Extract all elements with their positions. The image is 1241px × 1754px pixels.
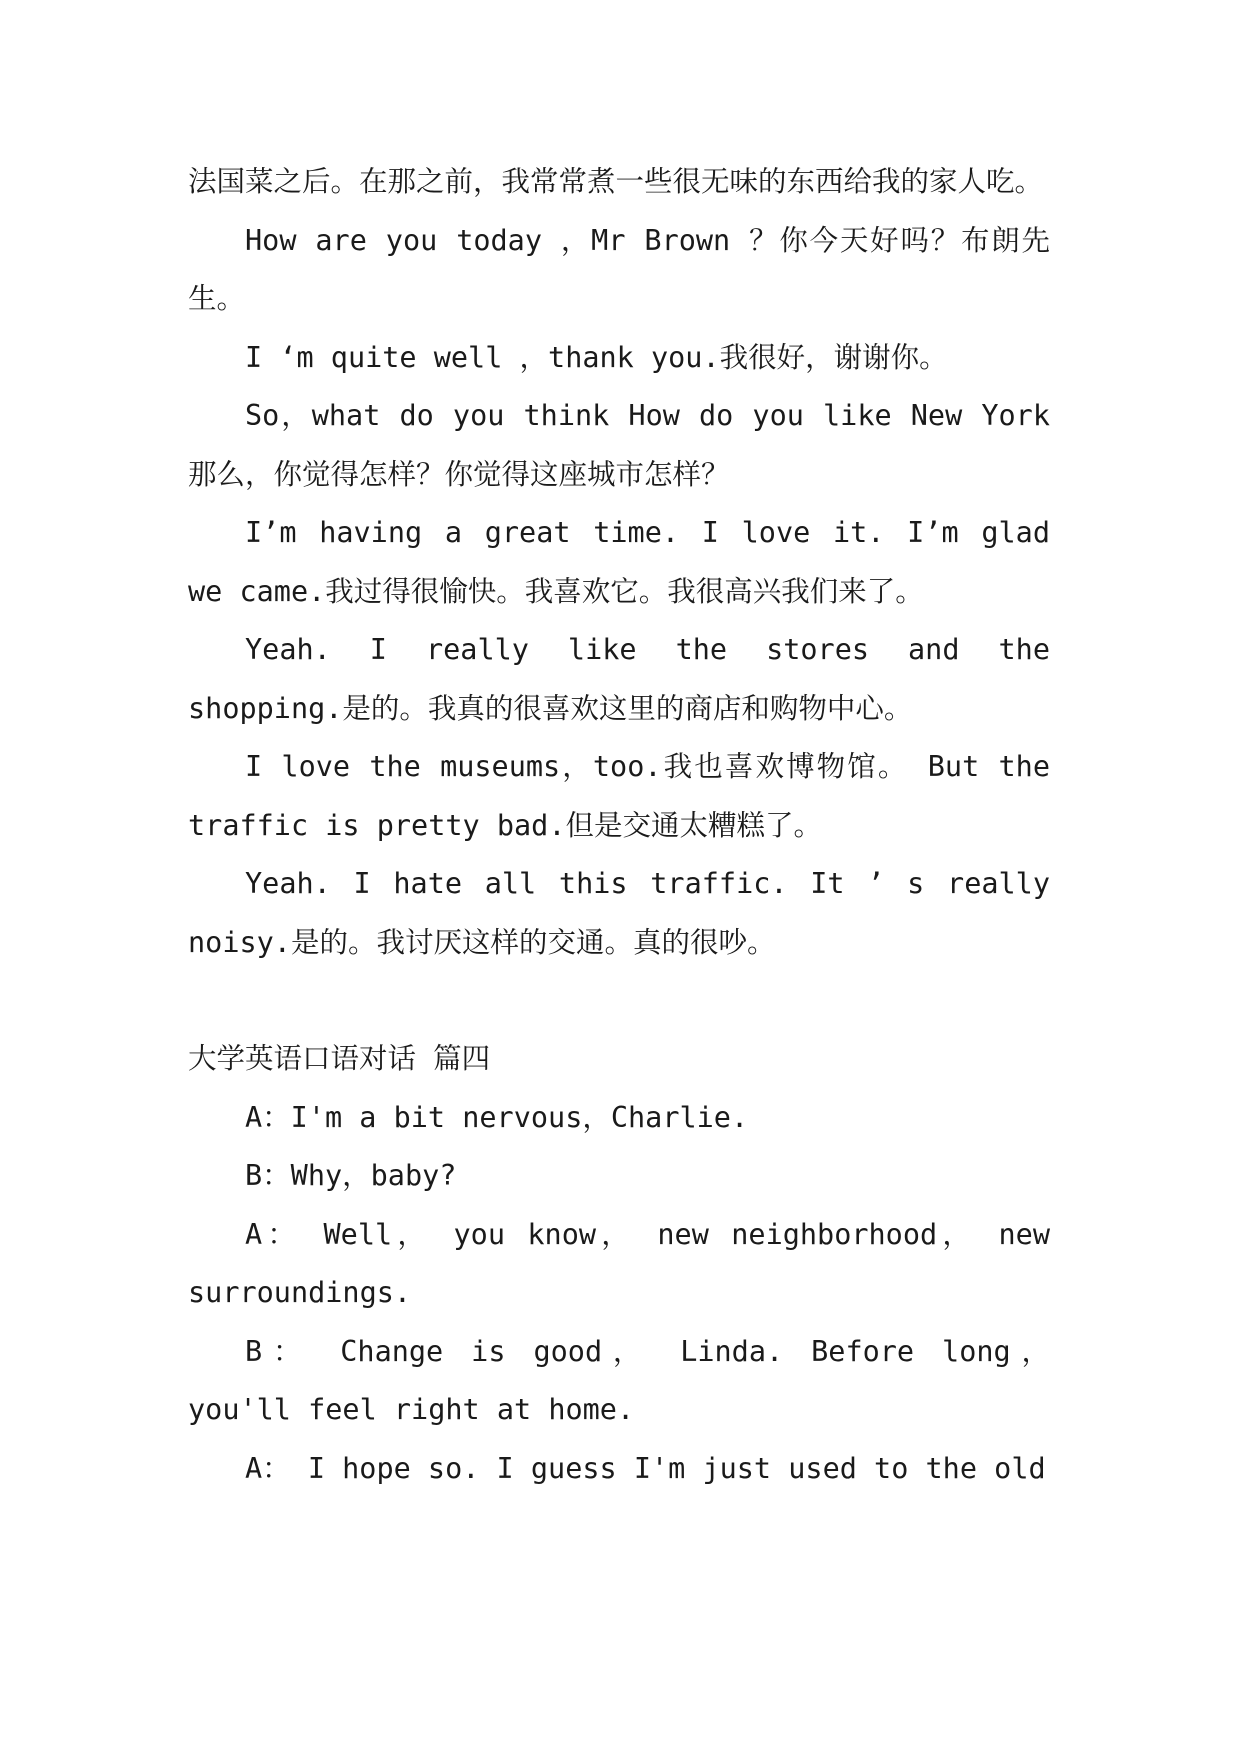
paragraph-quite-well: I ‘m quite well ，thank you.我很好，谢谢你。 (245, 340, 948, 374)
section-spacer (188, 972, 1050, 1030)
dialogue-line: A：I'm a bit nervous，Charlie. (245, 1100, 749, 1134)
paragraph-new-york: So，what do you think How do you like New York 那么，你觉得怎样？你觉得这座城市怎样？ (188, 399, 1050, 491)
paragraph-great-time: I’m having a great time. I love it. I’m glad we came.我过得很愉快。我喜欢它。我很高兴我们来了。 (188, 516, 1050, 608)
document-body (188, 153, 1050, 1498)
dialogue-line: A： Well， you know， new neighborhood， new surroundings. (188, 1217, 1050, 1309)
paragraph-stores: Yeah. I really like the stores and the shopping.是的。我真的很喜欢这里的商店和购物中心。 (188, 633, 1050, 725)
paragraph-traffic: Yeah. I hate all this traffic. It ’ s really noisy.是的。我讨厌这样的交通。真的很吵。 (188, 867, 1050, 959)
paragraph-museums: I love the museums，too.我也喜欢博物馆。 But the traffic is pretty bad.但是交通太糟糕了。 (188, 750, 1050, 842)
dialogue-line: A： I hope so. I guess I'm just used to the old (245, 1451, 1046, 1485)
dialogue-line: B： Change is good， Linda. Before long， you'll feel right at home. (188, 1334, 1050, 1426)
paragraph-how-are-you: How are you today ，Mr Brown ？你今天好吗？布朗先生。 (188, 223, 1050, 315)
section-heading: 大学英语口语对话 篇四 (188, 1042, 491, 1075)
paragraph-continuation: 法国菜之后。在那之前，我常常煮一些很无味的东西给我的家人吃。 (188, 165, 1044, 198)
dialogue-line: B：Why，baby? (245, 1159, 457, 1192)
